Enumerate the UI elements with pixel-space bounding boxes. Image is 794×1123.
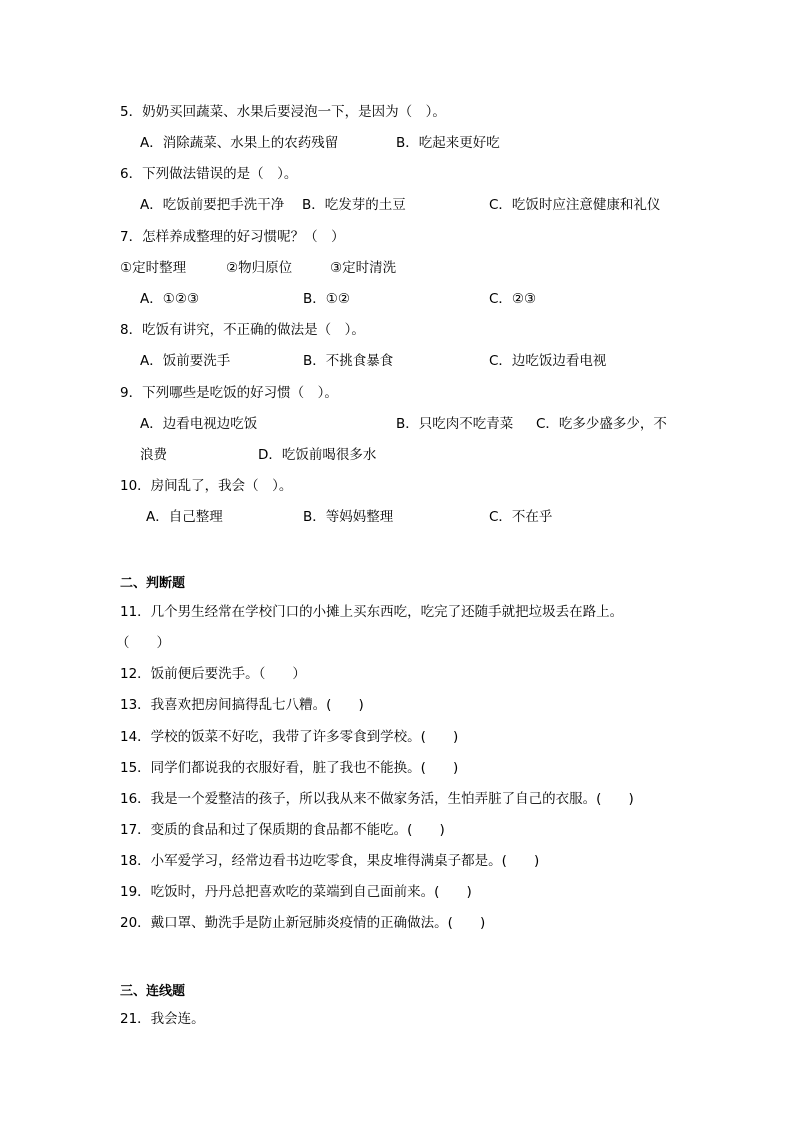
question-5-option-b: B．吃起来更好吃: [396, 135, 500, 151]
question-7-option-b: B．①②: [303, 291, 350, 307]
question-8-option-c: C．边吃饭边看电视: [489, 353, 607, 369]
question-7-stem: 7．怎样养成整理的好习惯呢？（ ）: [120, 229, 345, 245]
question-9-option-c: C．吃多少盛多少，不: [536, 416, 667, 432]
question-11-blank: （ ）: [116, 635, 170, 651]
question-10-stem: 10．房间乱了，我会（ ）。: [120, 478, 293, 494]
question-6-option-b: B．吃发芽的土豆: [302, 197, 406, 213]
question-10-option-a: A．自己整理: [146, 509, 223, 525]
question-9-option-a: A．边看电视边吃饭: [140, 416, 258, 432]
question-8-stem: 8．吃饭有讲究，不正确的做法是（ ）。: [120, 322, 365, 338]
question-6-option-a: A．吃饭前要把手洗干净: [140, 197, 285, 213]
question-5-stem: 5．奶奶买回蔬菜、水果后要浸泡一下，是因为（ ）。: [120, 104, 446, 120]
question-14: 14．学校的饭菜不好吃，我带了许多零食到学校。( ): [120, 729, 459, 745]
question-9-option-b: B．只吃肉不吃青菜: [396, 416, 514, 432]
question-16: 16．我是一个爱整洁的孩子，所以我从来不做家务活，生怕弄脏了自己的衣服。( ): [120, 791, 634, 807]
question-12: 12．饭前便后要洗手。（ ）: [120, 666, 306, 682]
question-7-item-2: ②物归原位: [226, 260, 293, 276]
question-11-stem: 11．几个男生经常在学校门口的小摊上买东西吃，吃完了还随手就把垃圾丢在路上。: [120, 604, 624, 620]
question-9-option-c-continued: 浪费: [140, 447, 167, 463]
question-6-stem: 6．下列做法错误的是（ ）。: [120, 166, 298, 182]
question-20: 20．戴口罩、勤洗手是防止新冠肺炎疫情的正确做法。( ): [120, 915, 486, 931]
question-8-option-a: A．饭前要洗手: [140, 353, 231, 369]
question-19: 19．吃饭时，丹丹总把喜欢吃的菜端到自己面前来。( ): [120, 884, 472, 900]
question-6-option-c: C．吃饭时应注意健康和礼仪: [489, 197, 661, 213]
question-7-option-a: A．①②③: [140, 291, 200, 307]
question-10-option-c: C．不在乎: [489, 509, 553, 525]
section-3-heading: 三、连线题: [120, 984, 186, 999]
question-13: 13．我喜欢把房间搞得乱七八糟。( ): [120, 697, 364, 713]
question-7-option-c: C．②③: [489, 291, 537, 307]
question-17: 17．变质的食品和过了保质期的食品都不能吃。( ): [120, 822, 445, 838]
question-10-option-b: B．等妈妈整理: [303, 509, 394, 525]
question-15: 15．同学们都说我的衣服好看，脏了我也不能换。( ): [120, 760, 459, 776]
section-2-heading: 二、判断题: [120, 576, 186, 591]
question-7-item-3: ③定时清洗: [330, 260, 397, 276]
question-9-stem: 9．下列哪些是吃饭的好习惯（ ）。: [120, 385, 338, 401]
question-9-option-d: D．吃饭前喝很多水: [258, 447, 377, 463]
question-5-option-a: A．消除蔬菜、水果上的农药残留: [140, 135, 339, 151]
question-21: 21．我会连。: [120, 1011, 205, 1027]
question-7-item-1: ①定时整理: [120, 260, 187, 276]
question-18: 18．小军爱学习，经常边看书边吃零食，果皮堆得满桌子都是。( ): [120, 853, 540, 869]
question-8-option-b: B．不挑食暴食: [303, 353, 394, 369]
